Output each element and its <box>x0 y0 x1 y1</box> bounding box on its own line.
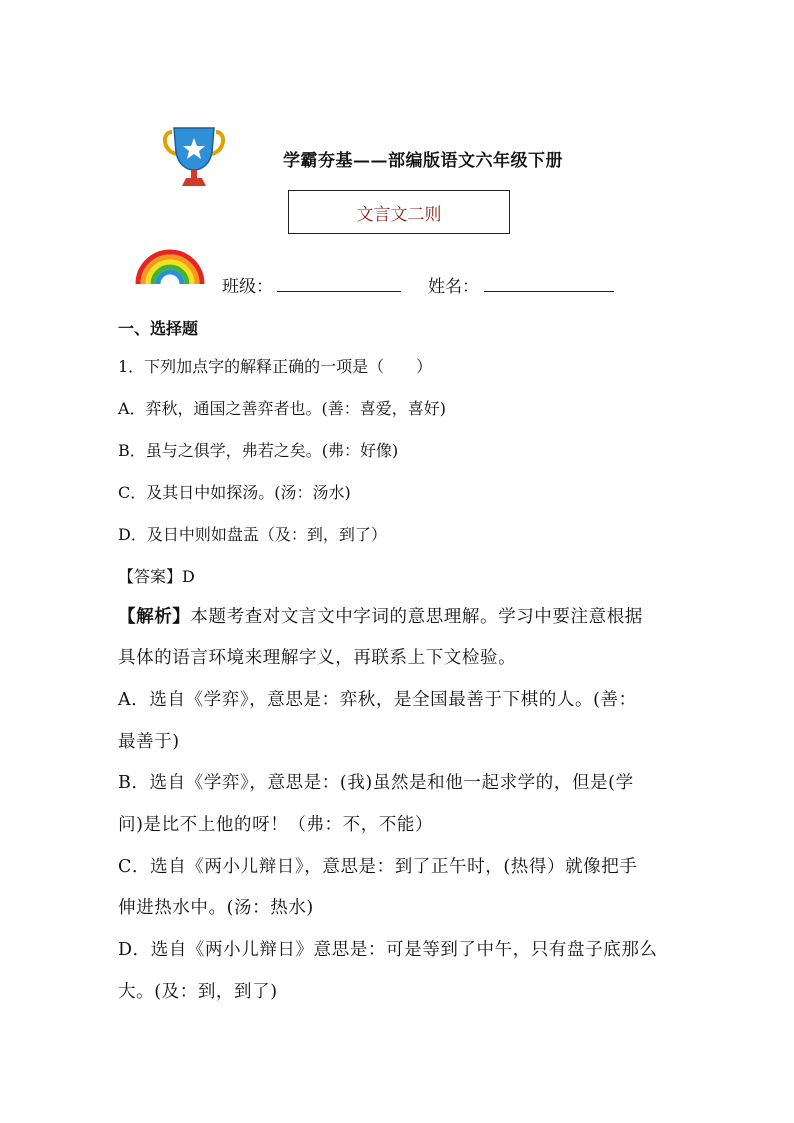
rainbow-icon <box>134 246 206 286</box>
analysis-line: B．选自《学弈》，意思是：(我)虽然是和他一起求学的，但是(学 <box>118 773 634 793</box>
analysis-text: 本题考查对文言文中字词的意思理解。学习中要注意根据 <box>190 607 643 627</box>
option-d: D．及日中则如盘盂（及：到，到了） <box>118 525 387 544</box>
class-label: 班级： <box>222 277 273 297</box>
answer-line <box>118 567 195 587</box>
trophy-icon <box>162 124 226 190</box>
option-c: C．及其日中如探汤。(汤：汤水) <box>118 483 351 502</box>
section-title: 一、选择题 <box>118 319 199 338</box>
option-a: A．弈秋，通国之善弈者也。(善：喜爱，喜好) <box>118 399 447 418</box>
analysis-line: D．选自《两小儿辩日》意思是：可是等到了中午，只有盘子底那么 <box>118 940 658 960</box>
analysis-line: 伸进热水中。(汤：热水) <box>118 898 314 918</box>
analysis-line: 最善于) <box>118 732 180 752</box>
analysis-line: C．选自《两小儿辩日》，意思是：到了正午时，(热得）就像把手 <box>118 857 638 877</box>
answer-value: D <box>182 567 195 586</box>
analysis-line <box>118 607 643 627</box>
option-b: B．虽与之俱学，弗若之矣。(弗：好像) <box>118 441 399 460</box>
class-input-line <box>277 291 401 292</box>
answer-label: 【答案】 <box>118 567 183 586</box>
question-stem: 1．下列加点字的解释正确的一项是（ ） <box>118 357 433 376</box>
lesson-title: 文言文二则 <box>356 204 442 225</box>
analysis-line: 具体的语言环境来理解字义，再联系上下文检验。 <box>118 648 517 668</box>
analysis-line: 问)是比不上他的呀！（弗：不，不能） <box>118 815 434 835</box>
lesson-title-box <box>288 190 510 234</box>
name-label: 姓名： <box>428 277 479 297</box>
analysis-line: 大。(及：到，到了) <box>118 982 278 1002</box>
analysis-label: 【解析】 <box>118 607 191 627</box>
analysis-line: A．选自《学弈》，意思是：弈秋，是全国最善于下棋的人。(善： <box>118 690 637 710</box>
header-title: 学霸夯基——部编版语文六年级下册 <box>283 151 563 171</box>
name-input-line <box>484 291 614 292</box>
